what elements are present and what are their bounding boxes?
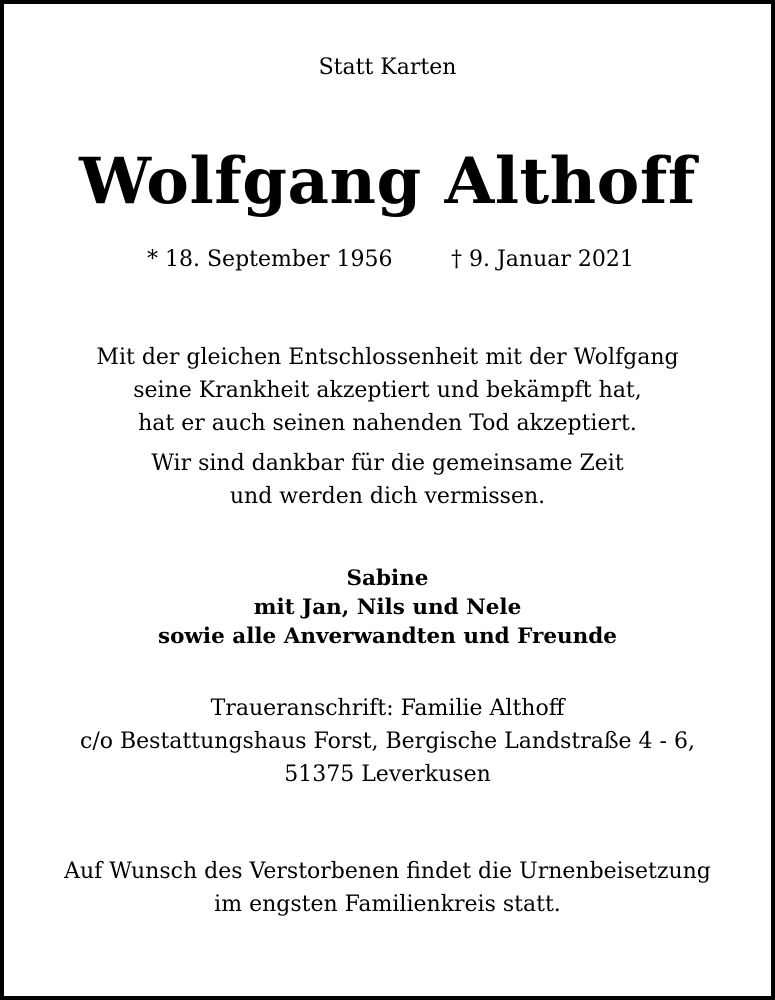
burial-note-line: Auf Wunsch des Verstorbenen findet die Urnenbeisetzung bbox=[64, 859, 711, 884]
address-line: c/o Bestattungshaus Forst, Bergische Landstraße 4 - 6, bbox=[80, 729, 695, 754]
mourning-address bbox=[4, 692, 771, 791]
death-date: † 9. Januar 2021 bbox=[451, 247, 634, 272]
farewell-line: hat er auch seinen nahenden Tod akzeptiert. bbox=[138, 411, 637, 436]
mourner-line: Sabine bbox=[346, 566, 429, 591]
mourner-line: sowie alle Anverwandten und Freunde bbox=[157, 624, 617, 649]
address-line: 51375 Leverkusen bbox=[284, 762, 491, 787]
burial-note bbox=[4, 855, 771, 921]
address-line: Traueranschrift: Familie Althoff bbox=[210, 696, 565, 721]
deceased-name: Wolfgang Althoff bbox=[79, 144, 696, 219]
burial-note-line: im engsten Familienkreis statt. bbox=[214, 892, 561, 917]
header-note: Statt Karten bbox=[318, 55, 457, 80]
birth-date: * 18. September 1956 bbox=[147, 247, 393, 272]
farewell-line: Mit der gleichen Entschlossenheit mit der Wolfgang bbox=[96, 345, 679, 370]
gratitude-paragraph bbox=[4, 447, 771, 513]
gratitude-line: Wir sind dankbar für die gemeinsame Zeit bbox=[151, 451, 624, 476]
mourner-line: mit Jan, Nils und Nele bbox=[253, 595, 522, 620]
gratitude-line: und werden dich vermissen. bbox=[229, 484, 546, 509]
farewell-paragraph bbox=[4, 341, 771, 440]
mourners-block bbox=[4, 564, 771, 651]
farewell-line: seine Krankheit akzeptiert und bekämpft hat, bbox=[133, 378, 642, 403]
